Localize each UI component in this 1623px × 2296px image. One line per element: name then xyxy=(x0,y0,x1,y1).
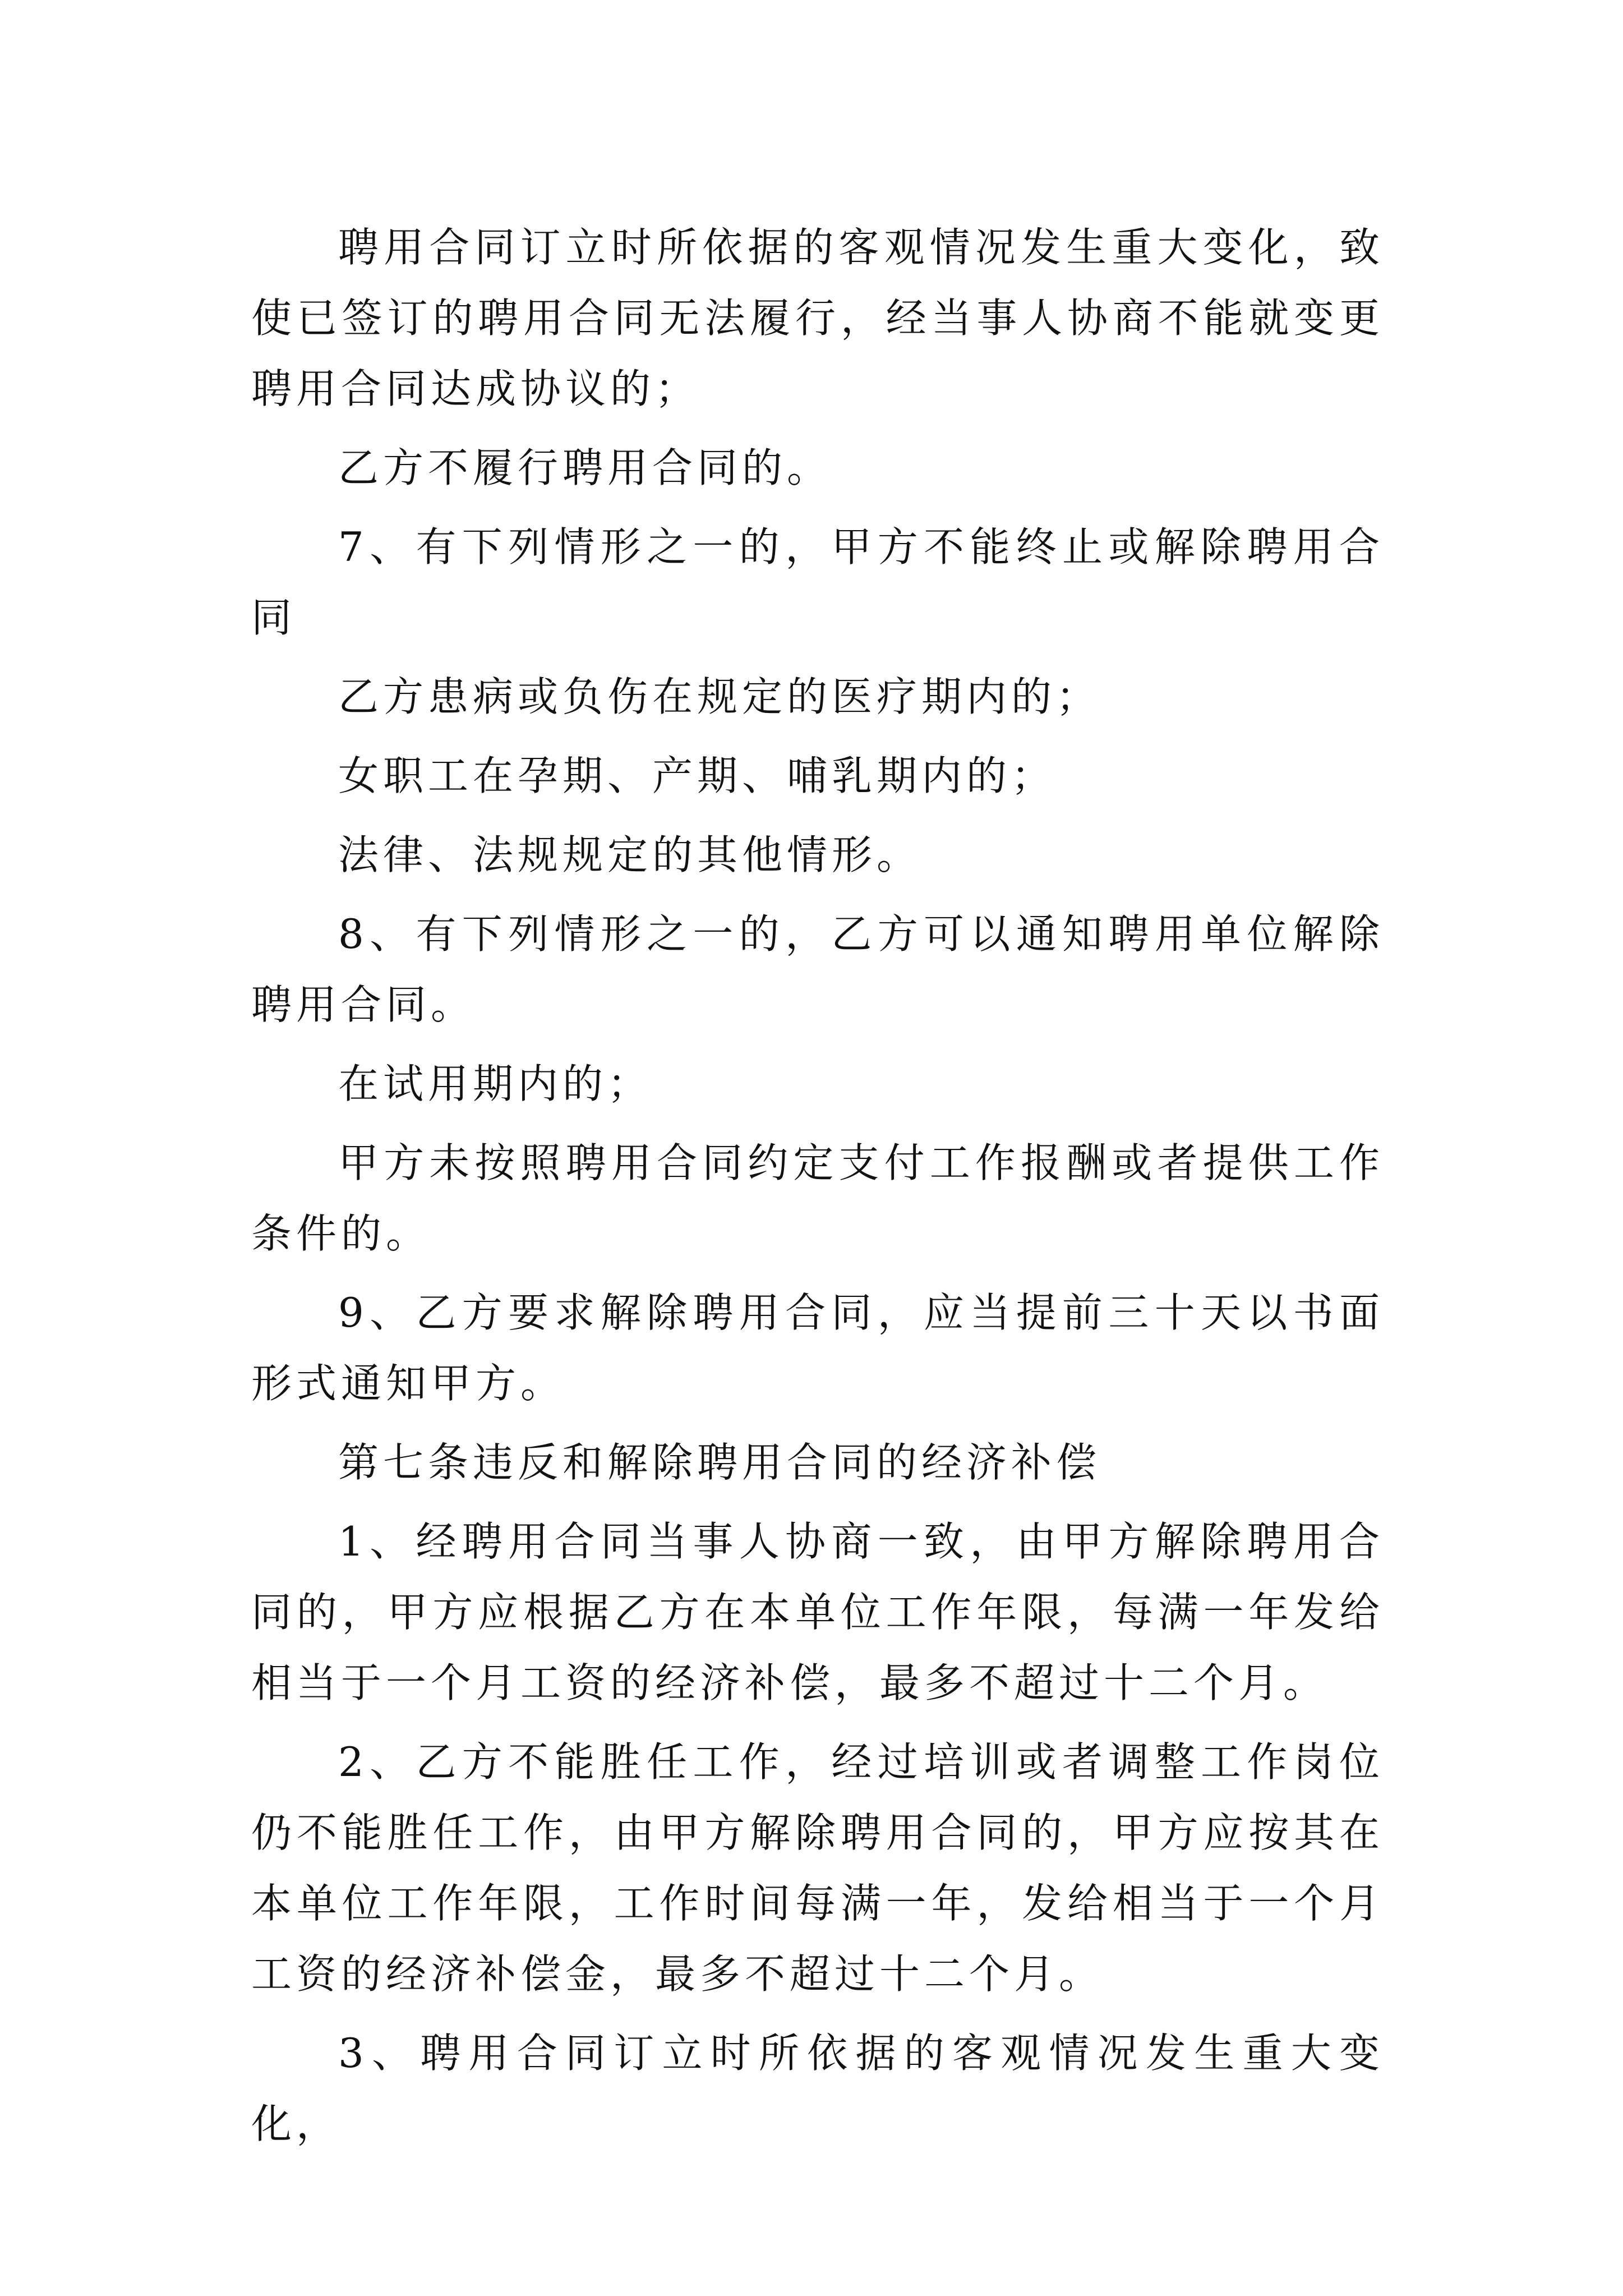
paragraph-10: 9、乙方要求解除聘用合同，应当提前三十天以书面形式通知甲方。 xyxy=(251,1289,1384,1407)
paragraph-5: 女职工在孕期、产期、哺乳期内的； xyxy=(338,752,1057,799)
paragraph-13: 2、乙方不能胜任工作，经过培训或者调整工作岗位仍不能胜任工作，由甲方解除聘用合同的，甲方应按其在本单位工作年限，工作时间每满一年，发给相当于一个月工资的经济补偿金，最多不超过十二个月。 xyxy=(251,1738,1384,1998)
paragraph-4: 乙方患病或负伤在规定的医疗期内的； xyxy=(338,673,1101,720)
paragraph-9: 甲方未按照聘用合同约定支付工作报酬或者提供工作条件的。 xyxy=(251,1139,1384,1257)
paragraph-3: 7、有下列情形之一的，甲方不能终止或解除聘用合同 xyxy=(251,523,1384,641)
paragraph-7: 8、有下列情形之一的，乙方可以通知聘用单位解除聘用合同。 xyxy=(251,910,1384,1028)
paragraph-2: 乙方不履行聘用合同的。 xyxy=(338,444,832,491)
paragraph-6: 法律、法规规定的其他情形。 xyxy=(338,831,922,878)
paragraph-14: 3、聘用合同订立时所依据的客观情况发生重大变化， xyxy=(251,2030,1384,2147)
paragraph-11: 第七条违反和解除聘用合同的经济补偿 xyxy=(338,1439,1101,1486)
paragraph-8: 在试用期内的； xyxy=(338,1060,653,1107)
document-body xyxy=(251,212,1384,2168)
paragraph-1: 聘用合同订立时所依据的客观情况发生重大变化，致使已签订的聘用合同无法履行，经当事人协商不能就变更聘用合同达成协议的； xyxy=(251,224,1384,412)
paragraph-12: 1、经聘用合同当事人协商一致，由甲方解除聘用合同的，甲方应根据乙方在本单位工作年限，每满一年发给相当于一个月工资的经济补偿，最多不超过十二个月。 xyxy=(251,1518,1384,1706)
